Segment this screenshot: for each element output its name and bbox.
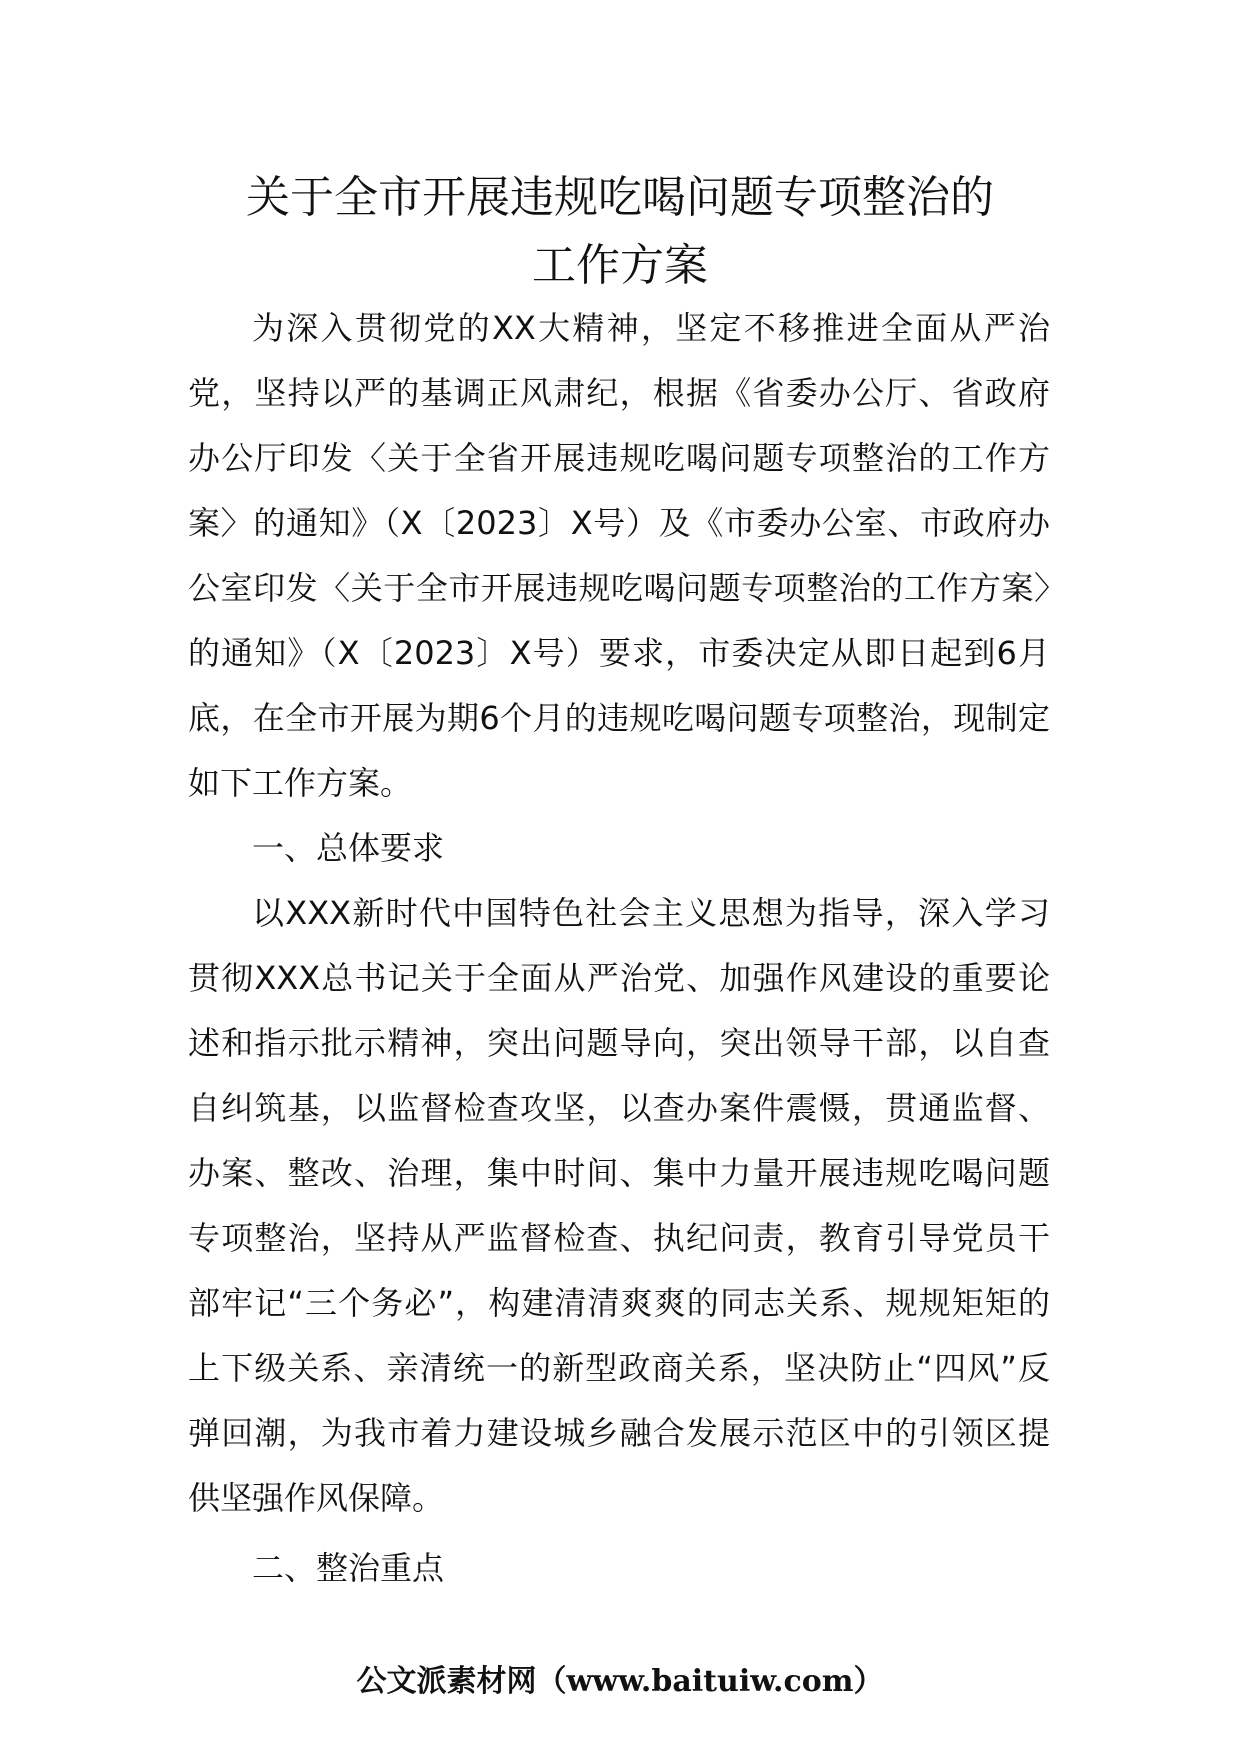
- intro-paragraph: 为深入贯彻党的XX大精神，坚定不移推进全面从严治党，坚持以严的基调正风肃纪，根据《省委办公厅、省政府办公厅印发〈关于全省开展违规吃喝问题专项整治的工作方案〉的通知》（X〔2023〕X号）及《市委办公室、市政府办公室印发〈关于全市开展违规吃喝问题专项整治的工作方案〉的通知》（X〔2023〕X号）要求，市委决定从即日起到6月底，在全市开展为期6个月的违规吃喝问题专项整治，现制定如下工作方案。: [188, 309, 1050, 802]
- general-requirements-paragraph: 以XXX新时代中国特色社会主义思想为指导，深入学习贯彻XXX总书记关于全面从严治党、加强作风建设的重要论述和指示批示精神，突出问题导向，突出领导干部，以自查自纠筑基，以监督检查攻坚，以查办案件震慑，贯通监督、办案、整改、治理，集中时间、集中力量开展违规吃喝问题专项整治，坚持从严监督检查、执纪问责，教育引导党员干部牢记“三个务必”，构建清清爽爽的同志关系、规规矩矩的上下级关系、亲清统一的新型政商关系，坚决防止“四风”反弹回潮，为我市着力建设城乡融合发展示范区中的引领区提供坚强作风保障。: [188, 894, 1050, 1517]
- footer-watermark: 公文派素材网（www.baituiw.com）: [356, 1664, 884, 1699]
- section-heading-rectification-focus: 二、整治重点: [252, 1549, 445, 1587]
- document-title-line-1: 关于全市开展违规吃喝问题专项整治的: [246, 172, 994, 223]
- section-heading-general-requirements: 一、总体要求: [252, 829, 445, 867]
- document-title-line-2: 工作方案: [532, 240, 708, 291]
